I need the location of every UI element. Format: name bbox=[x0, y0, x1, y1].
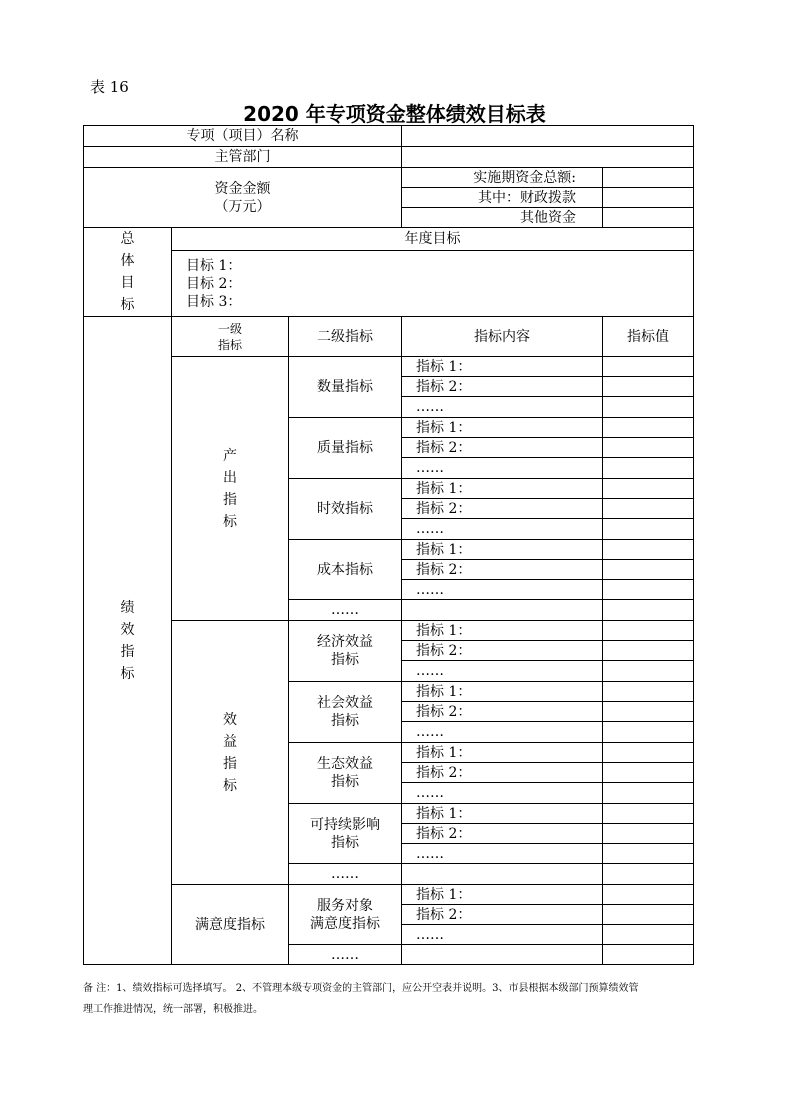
indicator-item: 指标 2： bbox=[402, 702, 603, 722]
indicator-value-cell bbox=[603, 458, 694, 479]
indicator-item: …… bbox=[402, 783, 603, 804]
indicator-value-cell bbox=[603, 377, 694, 397]
overall-target-label: 总 体 目 标 bbox=[84, 228, 172, 317]
cost-indicator: 成本指标 bbox=[289, 540, 402, 600]
other-funds-value bbox=[603, 208, 694, 228]
level2-indicator-header: 二级指标 bbox=[289, 317, 402, 357]
benefit-indicator-label: 效 益 指 标 bbox=[172, 621, 289, 885]
indicator-content-header: 指标内容 bbox=[402, 317, 603, 357]
indicator-item: …… bbox=[402, 661, 603, 682]
indicator-value-cell bbox=[603, 580, 694, 600]
social-benefit-indicator: 社会效益 指标 bbox=[289, 682, 402, 743]
indicator-value-cell bbox=[603, 661, 694, 682]
indicator-item: 指标 2： bbox=[402, 560, 603, 580]
department-label: 主管部门 bbox=[84, 147, 402, 168]
department-value bbox=[402, 147, 694, 168]
indicator-value-cell bbox=[603, 621, 694, 641]
indicator-item: 指标 1： bbox=[402, 682, 603, 702]
indicator-item: 指标 1： bbox=[402, 885, 603, 905]
fiscal-funds-label: 其中：财政拨款 bbox=[402, 188, 603, 208]
indicator-value-cell bbox=[603, 479, 694, 499]
indicator-item: …… bbox=[402, 844, 603, 864]
indicator-value-cell bbox=[603, 519, 694, 540]
timeliness-indicator: 时效指标 bbox=[289, 479, 402, 540]
indicator-value-cell bbox=[603, 844, 694, 864]
indicator-value-cell bbox=[603, 885, 694, 905]
performance-indicator-label: 绩 效 指 标 bbox=[84, 317, 172, 965]
indicator-item: 指标 2： bbox=[402, 377, 603, 397]
indicator-value-cell bbox=[603, 945, 694, 965]
quality-indicator: 质量指标 bbox=[289, 418, 402, 479]
indicator-item: 指标 2： bbox=[402, 641, 603, 661]
total-funds-label: 实施期资金总额: bbox=[402, 168, 603, 188]
indicator-item bbox=[402, 600, 603, 621]
indicator-value-cell bbox=[603, 499, 694, 519]
indicator-value-cell bbox=[603, 743, 694, 763]
ecological-benefit-indicator: 生态效益 指标 bbox=[289, 743, 402, 804]
indicator-value-cell bbox=[603, 824, 694, 844]
indicator-item: 指标 1： bbox=[402, 743, 603, 763]
indicator-item: …… bbox=[402, 722, 603, 743]
indicator-value-cell bbox=[603, 397, 694, 418]
indicator-value-cell bbox=[603, 560, 694, 580]
indicator-item: …… bbox=[402, 580, 603, 600]
indicator-item bbox=[402, 864, 603, 885]
indicator-value-cell bbox=[603, 357, 694, 377]
indicator-item: 指标 2： bbox=[402, 905, 603, 925]
total-funds-value bbox=[603, 168, 694, 188]
indicator-value-cell bbox=[603, 418, 694, 438]
target-item: 目标 1： bbox=[186, 257, 242, 274]
indicator-value-cell bbox=[603, 864, 694, 885]
indicator-item: 指标 1： bbox=[402, 357, 603, 377]
performance-target-table bbox=[83, 125, 694, 965]
table-number: 表 16 bbox=[90, 78, 129, 96]
output-indicator-label: 产 出 指 标 bbox=[172, 357, 289, 621]
indicator-value-cell bbox=[603, 682, 694, 702]
indicator-item: 指标 2： bbox=[402, 824, 603, 844]
funds-label: 资金金额 （万元） bbox=[84, 168, 402, 228]
indicator-item: …… bbox=[402, 458, 603, 479]
indicator-item: 指标 1： bbox=[402, 540, 603, 560]
satisfaction-indicator-label: 满意度指标 bbox=[172, 885, 289, 965]
indicator-value-cell bbox=[603, 905, 694, 925]
economic-benefit-indicator: 经济效益 指标 bbox=[289, 621, 402, 682]
indicator-item: 指标 1： bbox=[402, 418, 603, 438]
indicator-value-cell bbox=[603, 804, 694, 824]
level1-indicator-header: 一级 指标 bbox=[172, 317, 289, 357]
satisfaction-more-indicator: …… bbox=[289, 945, 402, 965]
service-satisfaction-indicator: 服务对象 满意度指标 bbox=[289, 885, 402, 945]
project-name-value bbox=[402, 126, 694, 147]
fiscal-funds-value bbox=[603, 188, 694, 208]
project-name-label: 专项（项目）名称 bbox=[84, 126, 402, 147]
output-more-indicator: …… bbox=[289, 600, 402, 621]
indicator-item: 指标 2： bbox=[402, 438, 603, 458]
sustainable-impact-indicator: 可持续影响 指标 bbox=[289, 804, 402, 864]
target-item: 目标 3： bbox=[186, 293, 242, 310]
indicator-item: 指标 2： bbox=[402, 763, 603, 783]
indicator-value-cell bbox=[603, 722, 694, 743]
page-title: 2020 年专项资金整体绩效目标表 bbox=[243, 102, 546, 126]
indicator-item: 指标 1： bbox=[402, 621, 603, 641]
quantity-indicator: 数量指标 bbox=[289, 357, 402, 418]
indicator-item: 指标 1： bbox=[402, 804, 603, 824]
indicator-value-cell bbox=[603, 925, 694, 945]
annual-target-list bbox=[172, 251, 694, 317]
annual-target-header: 年度目标 bbox=[172, 228, 694, 251]
indicator-item: …… bbox=[402, 925, 603, 945]
table-footnote: 备 注：1、绩效指标可选择填写。 2、不管理本级专项资金的主管部门，应公开空表并说明。3、市县根据本级部门预算绩效管 理工作推进情况，统一部署，积极推进。 bbox=[83, 983, 639, 1015]
indicator-value-cell bbox=[603, 783, 694, 804]
indicator-value-cell bbox=[603, 438, 694, 458]
indicator-item: …… bbox=[402, 519, 603, 540]
indicator-item bbox=[402, 945, 603, 965]
indicator-value-cell bbox=[603, 540, 694, 560]
indicator-value-cell bbox=[603, 702, 694, 722]
benefit-more-indicator: …… bbox=[289, 864, 402, 885]
indicator-value-cell bbox=[603, 600, 694, 621]
target-item: 目标 2： bbox=[186, 275, 242, 292]
indicator-item: …… bbox=[402, 397, 603, 418]
other-funds-label: 其他资金 bbox=[402, 208, 603, 228]
indicator-value-cell bbox=[603, 641, 694, 661]
indicator-item: 指标 2： bbox=[402, 499, 603, 519]
indicator-value-cell bbox=[603, 763, 694, 783]
indicator-item: 指标 1： bbox=[402, 479, 603, 499]
indicator-value-header: 指标值 bbox=[603, 317, 694, 357]
